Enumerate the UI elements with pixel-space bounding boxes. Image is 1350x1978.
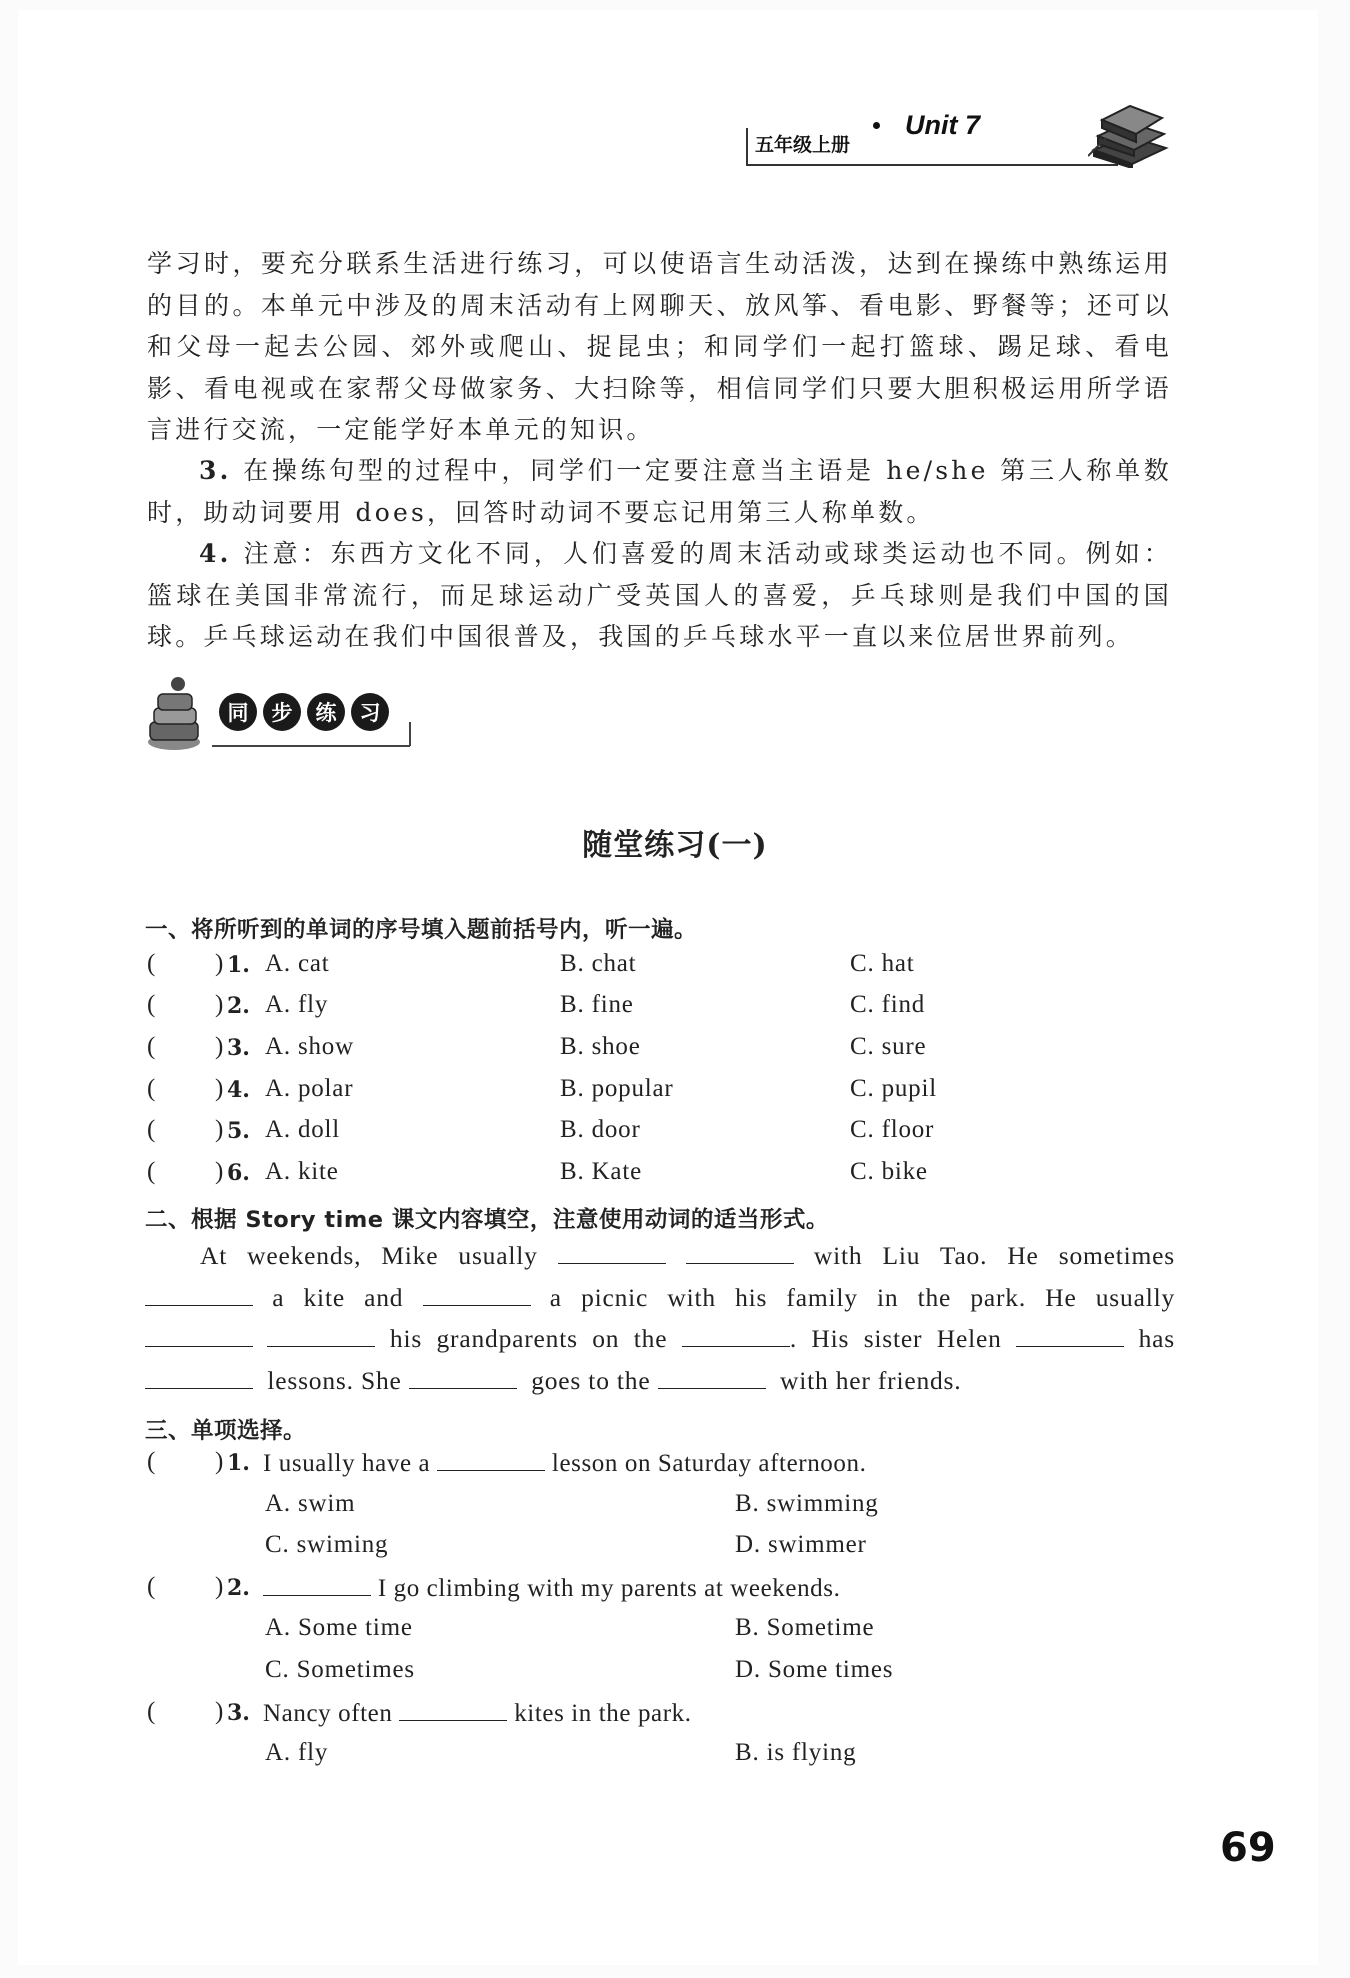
cloze-text: with her friends. [780,1366,962,1396]
option-a: A. doll [265,1116,341,1143]
item-number: 1. [227,952,250,978]
option-a: A. cat [265,950,330,977]
option-c: C. sure [850,1033,927,1060]
item-number: 1. [227,1450,250,1476]
cloze-text: a kite and [272,1282,404,1312]
intro-paragraph-3 [147,450,1172,533]
option-a: A. swim [265,1490,356,1517]
mc-question [145,1448,1175,1488]
books-icon [1088,98,1170,168]
intro-paragraph-1: 学习时，要充分联系生活进行练习，可以使语言生动活泼，达到在操练中熟练运用的目的。本单元中涉及的周末活动有上网聊天、放风筝、看电影、野餐等；还可以和父母一起去公园、郊外或爬山、捉昆虫；和同学们一起打篮球、踢足球、看电影、看电视或在家帮父母做家务、大扫除等，相信同学们只要大胆积极运用所学语言进行交流，一定能学好本单元的知识。 [147,249,1172,444]
question-stem: kites in the park. [514,1700,692,1727]
option-row [145,1739,1175,1779]
listening-item [145,1158,1175,1198]
option-d: D. swimmer [735,1531,867,1558]
banner-char: 练 [315,701,337,725]
cloze-text: with Liu Tao. He sometimes [813,1241,1175,1270]
blank-line[interactable] [145,1366,253,1389]
cloze-text: lessons. She [267,1366,402,1396]
listening-item [145,950,1175,990]
answer-paren-open: ( [147,1698,156,1725]
blank-line[interactable] [399,1698,507,1721]
listening-item [145,1116,1175,1156]
answer-paren-open: ( [147,950,156,977]
question-stem: I go climbing with my parents at weekends. [377,1575,841,1602]
blank-line[interactable] [686,1241,794,1264]
item-number: 4. [199,539,232,568]
blank-line[interactable] [682,1324,790,1347]
answer-paren-open: ( [147,1158,156,1185]
option-c: C. Sometimes [265,1656,415,1683]
answer-paren-open: ( [147,991,156,1018]
cloze-text: . His sister Helen [789,1324,1002,1354]
option-a: A. Some time [265,1614,413,1641]
answer-paren-open: ( [147,1116,156,1143]
header-dot [873,122,880,129]
cloze-text: goes to the [531,1366,651,1396]
answer-paren-close: ) [215,1075,224,1102]
option-b: B. is flying [735,1739,857,1766]
option-b: B. chat [560,950,637,977]
banner-char: 同 [227,701,249,725]
option-d: D. Some times [735,1656,894,1683]
exercise-title: 随堂练习(一) [582,828,768,863]
paragraph-text: 注意：东西方文化不同，人们喜爱的周末活动或球类运动也不同。例如：篮球在美国非常流行，而足球运动广受英国人的喜爱，乒乓球则是我们中国的国球。乒乓球运动在我们中国很普及，我国的乒乓球水平一直以来位居世界前列。 [147,539,1172,651]
blank-line[interactable] [267,1324,375,1347]
item-number: 5. [227,1118,250,1144]
answer-paren-close: ) [215,1116,224,1143]
option-b: B. shoe [560,1033,641,1060]
option-a: A. fly [265,1739,329,1766]
blank-line[interactable] [145,1324,253,1347]
grade-label: 五年级上册 [755,134,851,156]
option-a: A. polar [265,1075,354,1102]
option-b: B. popular [560,1075,674,1102]
listening-item [145,1075,1175,1115]
cloze-line [145,1277,1175,1319]
answer-paren-close: ) [215,1158,224,1185]
option-b: B. swimming [735,1490,879,1517]
option-a: A. kite [265,1158,339,1185]
question-stem: lesson on Saturday afternoon. [551,1450,867,1477]
section-3-heading: 三、单项选择。 [145,1418,307,1444]
item-number: 4. [227,1077,250,1103]
option-c: C. pupil [850,1075,937,1102]
option-a: A. show [265,1033,354,1060]
cloze-text: his grandparents on the [389,1324,668,1354]
blank-line[interactable] [658,1366,766,1389]
mc-question [145,1698,1175,1738]
option-c: C. swiming [265,1531,389,1558]
blank-line[interactable] [558,1241,666,1264]
item-number: 3. [227,1035,250,1061]
item-number: 6. [227,1160,250,1186]
section-2-heading: 二、根据 Story time 课文内容填空，注意使用动词的适当形式。 [145,1207,829,1233]
cloze-line [145,1360,1175,1402]
cloze-line [145,1318,1175,1360]
answer-paren-open: ( [147,1075,156,1102]
banner-char: 步 [271,701,293,725]
item-number: 2. [227,993,250,1019]
cloze-line [145,1235,1175,1277]
unit-title: Unit 7 [905,110,981,140]
question-text [263,1698,692,1728]
answer-paren-close: ) [215,1448,224,1475]
option-c: C. hat [850,950,915,977]
question-stem: Nancy often [263,1700,393,1727]
option-c: C. bike [850,1158,928,1185]
item-number: 3. [227,1700,250,1726]
blank-line[interactable] [145,1283,253,1306]
blank-line[interactable] [437,1448,545,1471]
blank-line[interactable] [423,1283,531,1306]
option-row [145,1490,1175,1530]
question-text [263,1448,866,1478]
answer-paren-open: ( [147,1573,156,1600]
item-number: 2. [227,1575,250,1601]
answer-paren-close: ) [215,1698,224,1725]
answer-paren-close: ) [215,991,224,1018]
question-text [263,1573,840,1603]
option-b: B. door [560,1116,641,1143]
question-stem: I usually have a [263,1450,431,1477]
cloze-text: has [1138,1324,1175,1354]
answer-paren-close: ) [215,1573,224,1600]
option-a: A. fly [265,991,329,1018]
answer-paren-close: ) [215,950,224,977]
practice-banner [142,672,412,757]
blank-line[interactable] [263,1573,371,1596]
option-b: B. fine [560,991,634,1018]
listening-item [145,991,1175,1031]
paragraph-text: 在操练句型的过程中，同学们一定要注意当主语是 he/she 第三人称单数时，助动词要用 does，回答时动词不要忘记用第三人称单数。 [147,456,1172,527]
cloze-text: At weekends, Mike usually [200,1241,538,1270]
blank-line[interactable] [409,1366,517,1389]
intro-paragraph-4 [147,533,1172,658]
answer-paren-open: ( [147,1033,156,1060]
banner-char: 习 [359,701,381,725]
option-row [145,1531,1175,1571]
answer-paren-open: ( [147,1448,156,1475]
option-c: C. floor [850,1116,935,1143]
answer-paren-close: ) [215,1033,224,1060]
listening-item [145,1033,1175,1073]
cloze-passage [145,1235,1175,1402]
item-number: 3. [199,456,232,485]
section-1-heading: 一、将所听到的单词的序号填入题前括号内，听一遍。 [145,917,698,943]
cloze-text: a picnic with his family in the park. He usually [549,1282,1176,1312]
mc-question [145,1573,1175,1613]
page-number: 69 [1220,1825,1276,1871]
option-row [145,1614,1175,1654]
option-b: B. Kate [560,1158,642,1185]
option-c: C. find [850,991,926,1018]
blank-line[interactable] [1016,1324,1124,1347]
option-row [145,1656,1175,1696]
option-b: B. Sometime [735,1614,875,1641]
